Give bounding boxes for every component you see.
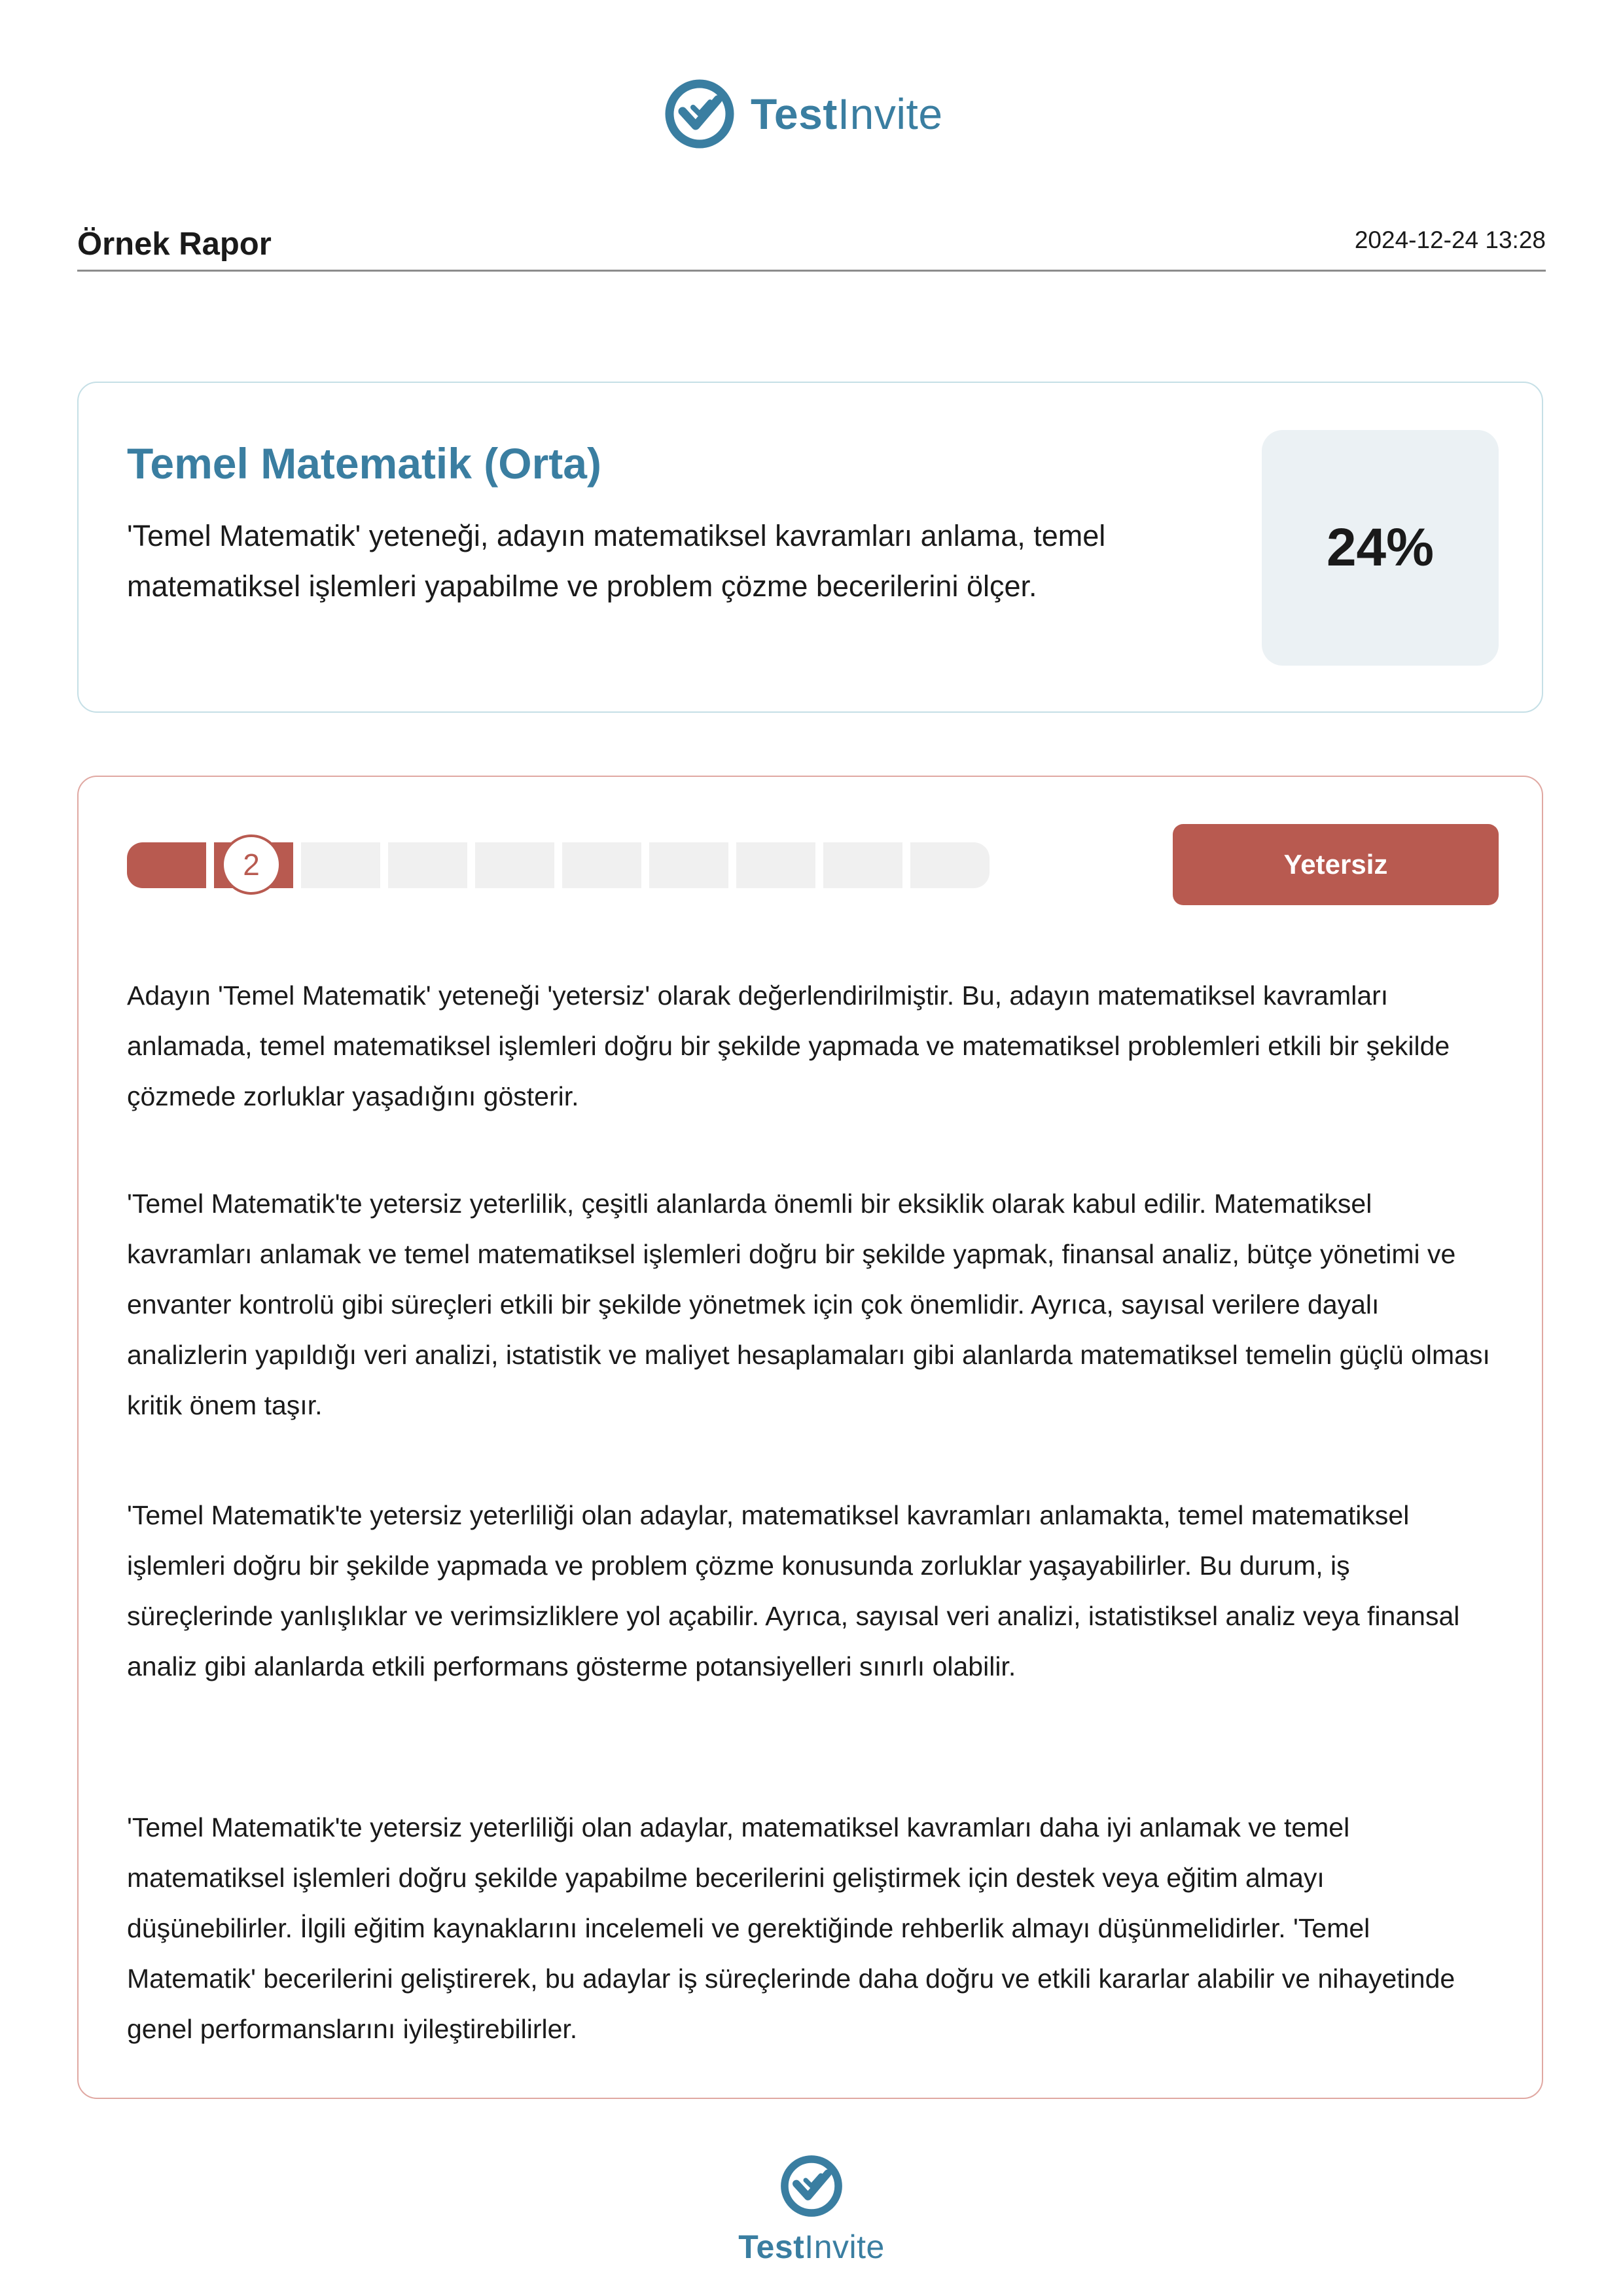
level-marker: 2 bbox=[221, 834, 281, 895]
level-segment bbox=[823, 842, 902, 888]
report-datetime: 2024-12-24 13:28 bbox=[1354, 226, 1546, 253]
score-value: 24% bbox=[1262, 430, 1499, 666]
level-segment bbox=[301, 842, 380, 888]
level-segment bbox=[649, 842, 728, 888]
brand-name: TestInvite bbox=[751, 90, 943, 138]
skill-title: Temel Matematik (Orta) bbox=[127, 439, 601, 488]
level-segment bbox=[910, 842, 990, 888]
brand-name: TestInvite bbox=[738, 2229, 885, 2265]
level-segment bbox=[475, 842, 554, 888]
header-divider bbox=[77, 270, 1546, 272]
checkmark-shield-icon bbox=[779, 2153, 844, 2219]
report-title: Örnek Rapor bbox=[77, 226, 272, 262]
level-segment bbox=[127, 842, 206, 888]
checkmark-shield-icon bbox=[663, 77, 736, 151]
assessment-paragraph: 'Temel Matematik'te yetersiz yeterliliği olan adaylar, matematiksel kavramları daha iyi anlamak ve temel matematiksel işlemleri doğru şekilde yapabilme becerilerini geliştirmek için destek veya eğitim almayı düşünebilirler. İlgili eğitim kaynaklarını incelemeli ve gerektiğinde rehberlik almayı düşünmelidirler. 'Temel Matematik' becerilerini geliştirerek, bu adaylar iş süreçlerinde daha doğru ve etkili kararlar alabilir ve nihayetinde genel performanslarını iyileştirebilirler. bbox=[127, 1812, 1455, 2044]
level-segment bbox=[562, 842, 641, 888]
footer-logo bbox=[733, 2153, 890, 2284]
brand-logo bbox=[663, 73, 943, 154]
assessment-paragraph: 'Temel Matematik'te yetersiz yeterlilik, çeşitli alanlarda önemli bir eksiklik olarak kabul edilir. Matematiksel kavramları anlamak ve temel matematiksel işlemleri doğru bir şekilde yapmak, finansal analiz, bütçe yönetimi ve envanter kontrolü gibi süreçleri etkili bir şekilde yönetmek için çok önemlidir. Ayrıca, sayısal verilere dayalı analizlerin yapıldığı veri analizi, istatistik ve maliyet hesaplamaları gibi alanlarda matematiksel temelin güçlü olması kritik önem taşır. bbox=[127, 1189, 1490, 1420]
level-segment bbox=[388, 842, 467, 888]
assessment-paragraph: Adayın 'Temel Matematik' yeteneği 'yetersiz' olarak değerlendirilmiştir. Bu, adayın matematiksel kavramları anlamada, temel matematiksel işlemleri doğru bir şekilde yapmada ve matematiksel problemleri etkili bir şekilde çözmede zorluklar yaşadığını gösterir. bbox=[127, 980, 1450, 1111]
skill-description: 'Temel Matematik' yeteneği, adayın matematiksel kavramları anlama, temel matematiksel işlemleri yapabilme ve problem çözme becerilerini ölçer. bbox=[127, 519, 1106, 603]
level-badge[interactable]: Yetersiz bbox=[1173, 824, 1499, 905]
assessment-paragraph: 'Temel Matematik'te yetersiz yeterliliği olan adaylar, matematiksel kavramları anlamakta, temel matematiksel işlemleri doğru bir şekilde yapmada ve problem çözme konusunda zorluklar yaşayabilirler. Bu durum, iş süreçlerinde yanlışlıklar ve verimsizliklere yol açabilir. Ayrıca, sayısal veri analizi, istatistiksel analiz veya finansal analiz gibi alanlarda etkili performans gösterme potansiyelleri sınırlı olabilir. bbox=[127, 1500, 1460, 1681]
level-segment bbox=[736, 842, 815, 888]
